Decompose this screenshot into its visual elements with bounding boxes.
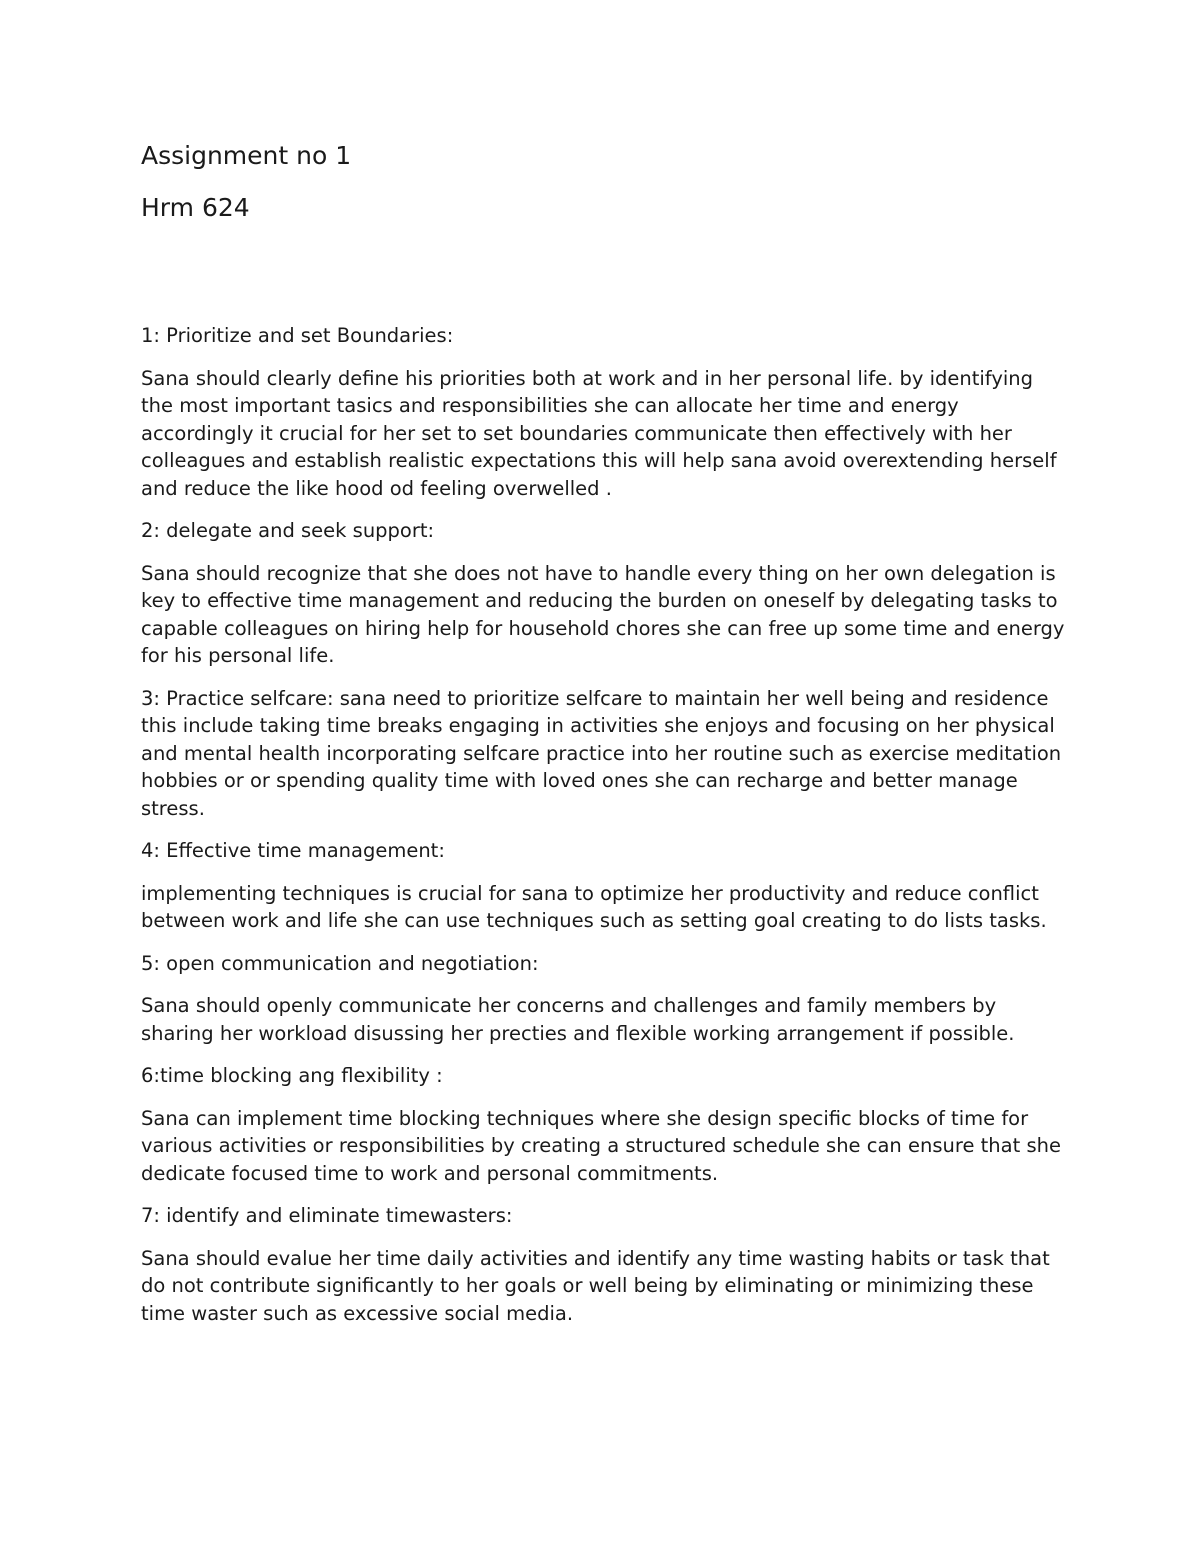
document-subtitle: Hrm 624	[141, 193, 250, 222]
section-2-body: Sana should recognize that she does not have to handle every thing on her own delegation is key to effective time management and reducing the burden on oneself by delegating tasks to capable colleagues on hiring help for household chores she can free up some time and energy for his personal life.	[141, 561, 1065, 667]
document-content	[141, 138, 1071, 1342]
section-7-body: Sana should evalue her time daily activities and identify any time wasting habits or task that do not contribute significantly to her goals or well being by eliminating or minimizing these time waster such as excessive social media.	[141, 1246, 1050, 1325]
section-4-heading: 4: Effective time management:	[141, 839, 445, 862]
section-6-body: Sana can implement time blocking techniques where she design specific blocks of time for various activities or responsibilities by creating a structured schedule she can ensure that she dedicate focused time to work and personal commitments.	[141, 1106, 1061, 1185]
section-4-body: implementing techniques is crucial for sana to optimize her productivity and reduce conflict between work and life she can use techniques such as setting goal creating to do lists tasks.	[141, 881, 1047, 932]
section-5-body: Sana should openly communicate her concerns and challenges and family members by sharing her workload disussing her precties and flexible working arrangement if possible.	[141, 994, 1015, 1045]
section-7-heading: 7: identify and eliminate timewasters:	[141, 1204, 513, 1227]
section-1-heading: 1: Prioritize and set Boundaries:	[141, 324, 454, 347]
section-2-heading: 2: delegate and seek support:	[141, 519, 435, 542]
spacer	[141, 226, 1071, 322]
section-5-heading: 5: open communication and negotiation:	[141, 951, 539, 975]
document-title: Assignment no 1	[141, 141, 352, 170]
section-6-heading: 6:time blocking ang flexibility :	[141, 1064, 443, 1087]
section-1-body: Sana should clearly define his priorities both at work and in her personal life. by identifying the most important tasics and responsibilities she can allocate her time and energy accordingly it crucial for her set to set boundaries communicate then effectively with her colleagues and establish realistic expectations this will help sana avoid overextending herself and reduce the like hood od feeling overwelled .	[141, 366, 1057, 500]
section-3-body: 3: Practice selfcare: sana need to prioritize selfcare to maintain her well being and residence this include taking time breaks engaging in activities she enjoys and focusing on her physical and mental health incorporating selfcare practice into her routine such as exercise meditation hobbies or or spending quality time with loved ones she can recharge and better manage stress.	[141, 686, 1062, 820]
